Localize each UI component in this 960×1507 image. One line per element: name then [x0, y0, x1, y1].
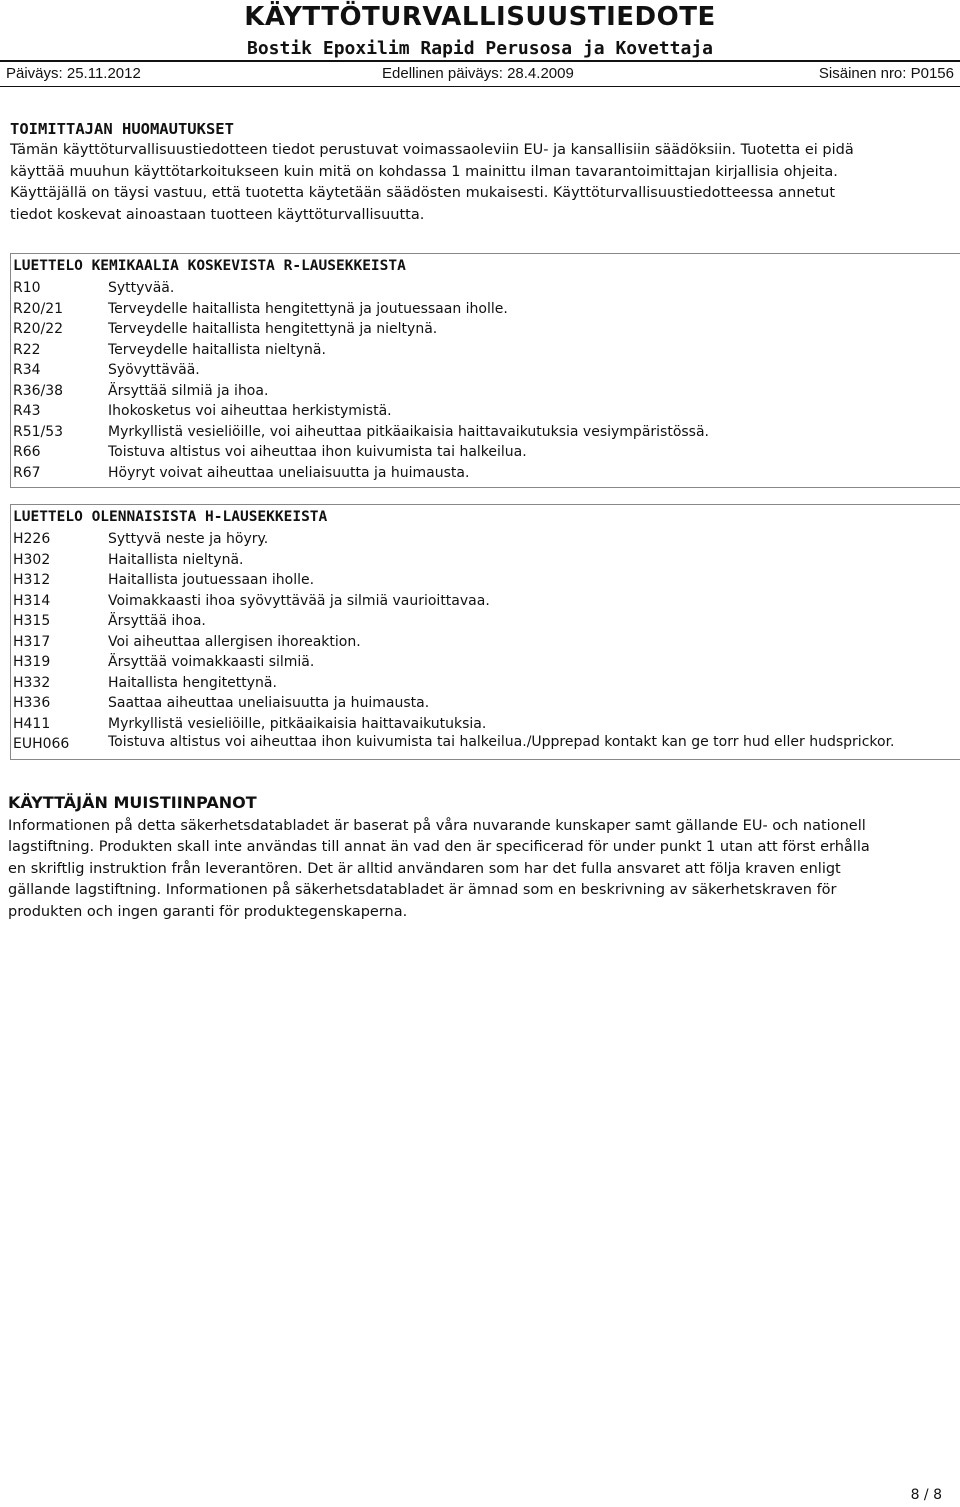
phrase-code: H226: [13, 531, 51, 547]
h-phrase-row: [13, 714, 960, 735]
page-number: 8 / 8: [910, 1487, 942, 1503]
phrase-text: Terveydelle haitallista hengitettynä ja joutuessaan iholle.: [108, 300, 508, 317]
user-notes-line: produkten och ingen garanti för produktegenskaperna.: [8, 903, 408, 920]
phrase-text: Terveydelle haitallista nieltynä.: [108, 341, 326, 358]
r-phrase-row: [13, 360, 960, 381]
date-label: Päiväys: 25.11.2012: [6, 65, 141, 82]
h-phrase-row: [13, 591, 960, 612]
r-phrase-row: [13, 299, 960, 320]
phrase-text: Toistuva altistus voi aiheuttaa ihon kuivumista tai halkeilua.: [108, 444, 527, 460]
internal-number-label: Sisäinen nro: P0156: [818, 65, 954, 82]
phrase-text: Haitallista nieltynä.: [108, 551, 244, 568]
header-divider: [0, 60, 960, 62]
r-phrases-box: [10, 253, 960, 488]
phrase-code: EUH066: [13, 736, 70, 752]
h-phrase-row: [13, 632, 960, 653]
phrase-text: Ärsyttää ihoa.: [108, 613, 206, 629]
supplier-notes-section: [10, 118, 940, 226]
phrase-code: H312: [13, 572, 51, 588]
phrase-text: Toistuva altistus voi aiheuttaa ihon kuivumista tai halkeilua./Upprepad kontakt kan ge torr hud eller hudsprickor.: [108, 734, 895, 750]
previous-date-label: Edellinen päiväys: 28.4.2009: [382, 65, 574, 82]
r-phrases-heading: LUETTELO KEMIKAALIA KOSKEVISTA R-LAUSEKKEISTA: [13, 258, 406, 274]
phrase-code: H411: [13, 715, 51, 732]
h-phrase-row: [13, 550, 960, 571]
h-phrase-row: [13, 611, 960, 632]
user-notes-line: Informationen på detta säkerhetsdatabladet är baserat på våra nuvarande kunskaper samt gällande EU- och nationell: [8, 818, 866, 834]
phrase-code: H336: [13, 695, 51, 711]
phrase-code: R34: [13, 362, 41, 378]
r-phrase-row: [13, 463, 960, 484]
r-phrase-row: [13, 340, 960, 361]
h-phrases-box: [10, 504, 960, 760]
phrase-text: Höyryt voivat aiheuttaa uneliaisuutta ja huimausta.: [108, 464, 470, 481]
phrase-code: R67: [13, 464, 41, 481]
h-phrase-row: [13, 734, 960, 755]
h-phrase-row: [13, 693, 960, 714]
h-phrase-row: [13, 652, 960, 673]
phrase-text: Terveydelle haitallista hengitettynä ja nieltynä.: [108, 321, 438, 337]
h-phrase-row: [13, 529, 960, 550]
phrase-code: R36/38: [13, 382, 64, 399]
supplier-notes-heading: TOIMITTAJAN HUOMAUTUKSET: [10, 120, 234, 138]
phrase-text: Syövyttävää.: [108, 362, 200, 378]
supplier-notes-line: Käyttäjällä on täysi vastuu, että tuotetta käytetään säädösten mukaisesti. Käyttöturvallisuustiedotteessa annetut: [10, 185, 836, 201]
product-name: Bostik Epoxilim Rapid Perusosa ja Kovettaja: [247, 38, 713, 59]
user-notes-section: [8, 792, 943, 923]
h-phrases-heading: LUETTELO OLENNAISISTA H-LAUSEKKEISTA: [13, 509, 328, 525]
supplier-notes-line: Tämän käyttöturvallisuustiedotteen tiedot perustuvat voimassaoleviin EU- ja kansallisiin säädöksiin. Tuotetta ei pidä: [10, 142, 854, 158]
phrase-code: R66: [13, 444, 41, 460]
supplier-notes-line: käyttää muuhun käyttötarkoitukseen kuin mitä on kohdassa 1 mainittu ilman tavarantoimittajan kirjallisia ohjeita.: [10, 163, 838, 180]
phrase-text: Syttyvä neste ja höyry.: [108, 531, 269, 547]
r-phrase-row: [13, 381, 960, 402]
r-phrase-row: [13, 422, 960, 443]
phrase-text: Haitallista hengitettynä.: [108, 674, 277, 691]
phrase-code: R20/22: [13, 321, 64, 337]
h-phrase-row: [13, 673, 960, 694]
supplier-notes-line: tiedot koskevat ainoastaan tuotteen käyttöturvallisuutta.: [10, 206, 425, 223]
phrase-code: H302: [13, 551, 51, 568]
user-notes-heading: KÄYTTÄJÄN MUISTIINPANOT: [8, 793, 257, 812]
phrase-code: R43: [13, 403, 41, 419]
phrase-code: H332: [13, 674, 51, 691]
phrase-text: Myrkyllistä vesieliöille, pitkäaikaisia haittavaikutuksia.: [108, 715, 487, 732]
phrase-code: H317: [13, 633, 51, 650]
phrase-code: H314: [13, 592, 51, 609]
r-phrase-row: [13, 278, 960, 299]
phrase-text: Syttyvää.: [108, 280, 175, 296]
phrase-code: R10: [13, 280, 41, 296]
phrase-code: H315: [13, 613, 51, 629]
document-title: KÄYTTÖTURVALLISUUSTIEDOTE: [244, 2, 716, 32]
meta-divider: [0, 86, 960, 87]
phrase-text: Myrkyllistä vesieliöille, voi aiheuttaa pitkäaikaisia haittavaikutuksia vesiympäristössä.: [108, 423, 710, 440]
phrase-code: R22: [13, 341, 41, 358]
h-phrase-row: [13, 570, 960, 591]
phrase-text: Voimakkaasti ihoa syövyttävää ja silmiä vaurioittavaa.: [108, 592, 490, 609]
phrase-text: Saattaa aiheuttaa uneliaisuutta ja huimausta.: [108, 695, 430, 711]
r-phrase-row: [13, 319, 960, 340]
phrase-code: H319: [13, 654, 51, 670]
user-notes-line: en skriftlig instruktion från leverantören. Det är alltid användaren som har det fulla ansvaret att följa kraven enligt: [8, 860, 841, 877]
phrase-code: R20/21: [13, 300, 64, 317]
phrase-text: Haitallista joutuessaan iholle.: [108, 572, 315, 588]
phrase-text: Voi aiheuttaa allergisen ihoreaktion.: [108, 633, 361, 650]
phrase-text: Ihokosketus voi aiheuttaa herkistymistä.: [108, 403, 392, 419]
phrase-text: Ärsyttää silmiä ja ihoa.: [108, 382, 269, 399]
user-notes-line: gällande lagstiftning. Informationen på säkerhetsdatabladet är ämnad som en beskrivning av säkerhetskraven för: [8, 882, 837, 899]
r-phrase-row: [13, 401, 960, 422]
phrase-code: R51/53: [13, 423, 64, 440]
phrase-text: Ärsyttää voimakkaasti silmiä.: [108, 654, 315, 670]
user-notes-line: lagstiftning. Produkten skall inte användas till annat än vad den är specificerad för under punkt 1 utan att först erhålla: [8, 839, 870, 856]
r-phrase-row: [13, 442, 960, 463]
